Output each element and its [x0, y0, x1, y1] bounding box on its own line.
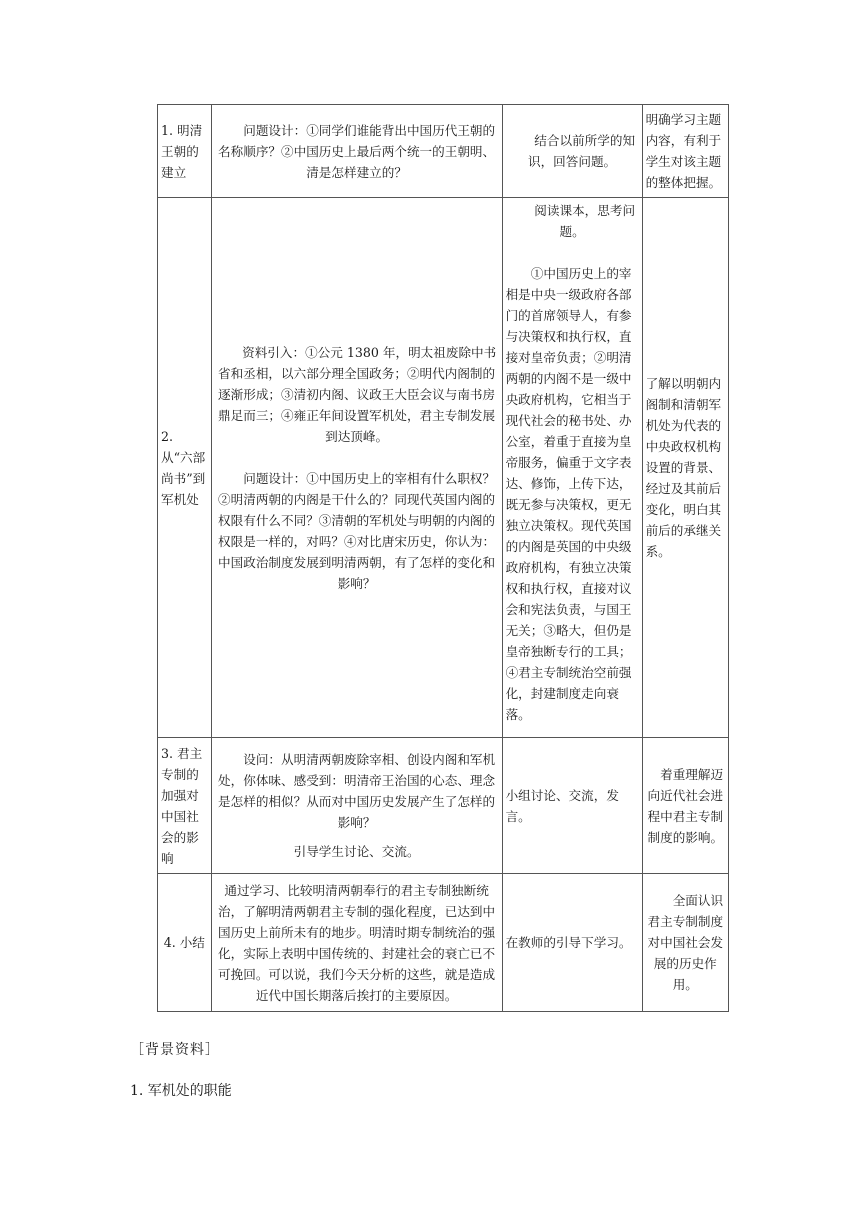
teacher-activity-cell [211, 874, 502, 1012]
section-cell [158, 105, 212, 198]
student-activity-cell [502, 105, 642, 198]
teacher-activity-text: 引导学生讨论、交流。 [293, 844, 420, 859]
student-activity-text: 结合以前所学的知识，回答问题。 [527, 133, 636, 169]
design-intent-text: 着重理解迈向近代社会进程中君主专制制度的影响。 [647, 766, 724, 845]
student-activity-cell [502, 874, 642, 1012]
student-activity-cell [502, 198, 642, 738]
teacher-activity-cell [211, 738, 502, 874]
teacher-activity-text: 通过学习、比较明清两朝奉行的君主专制独断统治，了解明清两朝君主专制的强化程度，已达到中国历史上前所未有的地步。明清时期专制统治的强化，实际上表明中国传统的、封建社会的衰亡已不可挽回。可以说，我们今天分析的这些，就是造成近代中国长期落后挨打的主要原因。 [218, 882, 496, 1003]
design-intent-text: 了解以明朝内阁制和清朝军机处为代表的中央政权机构设置的背景、经过及其前后变化，明白其前后的承继关系。 [645, 376, 722, 559]
student-activity-text: 阅读课本，思考问题。 [534, 203, 636, 239]
table-row [158, 874, 729, 1012]
section-cell [158, 738, 212, 874]
lesson-plan-table [157, 104, 729, 1012]
design-intent-cell [642, 198, 728, 738]
section-label: 1. 明清王朝的建立 [161, 122, 203, 180]
table-row [158, 105, 729, 198]
design-intent-text: 明确学习主题内容，有利于学生对该主题的整体把握。 [645, 112, 722, 190]
section-heading: 1. 军机处的职能 [130, 1083, 232, 1099]
design-intent-text: 全面认识君主专制制度对中国社会发展的历史作用。 [647, 893, 724, 992]
design-intent-cell [642, 105, 728, 198]
student-activity-text: ①中国历史上的宰相是中央一级政府各部门的首席领导人，有参与决策权和执行权，直接对皇帝负责；②明清两朝的内阁不是一级中央政府机构，它相当于现代社会的秘书处、办公室，着重于直接为皇帝服务，偏重于文字表达、修饰，上传下达，既无参与决策权，更无独立决策权。现代英国的内阁是英国的中央级政府机构，有独立决策权和执行权，直接对议会和宪法负责，与国王无关；③略大，但仍是皇帝独断专行的工具；④君主专制统治空前强化，封建制度走向衰落。 [505, 266, 632, 722]
design-intent-cell [642, 738, 728, 874]
section-label: 2. 从“六部尚书”到军机处 [161, 428, 206, 507]
student-activity-text: 在教师的引导下学习。 [505, 935, 632, 950]
table-row [158, 738, 729, 874]
background-heading: ［背景资料］ [130, 1042, 220, 1058]
table-row [158, 198, 729, 738]
section-cell [158, 874, 212, 1012]
teacher-activity-cell [211, 198, 502, 738]
design-intent-cell [642, 874, 728, 1012]
section-cell [158, 198, 212, 738]
student-activity-text: 小组讨论、交流，发言。 [505, 787, 619, 824]
student-activity-cell [502, 738, 642, 874]
teacher-activity-text: 资料引入：①公元 1380 年，明太祖废除中书省和丞相，以六部分理全国政务；②明代内阁制的逐渐形成；③清初内阁、议政王大臣会议与南书房鼎足而三；④雍正年间设置军机处，君主专制发展到达顶峰。 [218, 344, 497, 444]
teacher-activity-text: 问题设计：①同学们谁能背出中国历代王朝的名称顺序？②中国历史上最后两个统一的王朝明、清是怎样建立的？ [218, 122, 496, 180]
teacher-activity-cell [211, 105, 502, 198]
section-label: 3. 君主专制的加强对中国社会的影响 [161, 745, 203, 866]
section-label: 4. 小结 [163, 935, 205, 950]
teacher-activity-text: 设问：从明清两朝废除宰相、创设内阁和军机处，你体味、感受到：明清帝王治国的心态、理念是怎样的相似？从而对中国历史发展产生了怎样的影响？ [218, 752, 496, 830]
teacher-activity-text: 问题设计：①中国历史上的宰相有什么职权？②明清两朝的内阁是干什么的？同现代英国内阁的权限有什么不同？③清朝的军机处与明朝的内阁的权限是一样的，对吗？④对比唐宋历史，你认为：中国政治制度发展到明清两朝，有了怎样的变化和影响？ [218, 470, 496, 591]
